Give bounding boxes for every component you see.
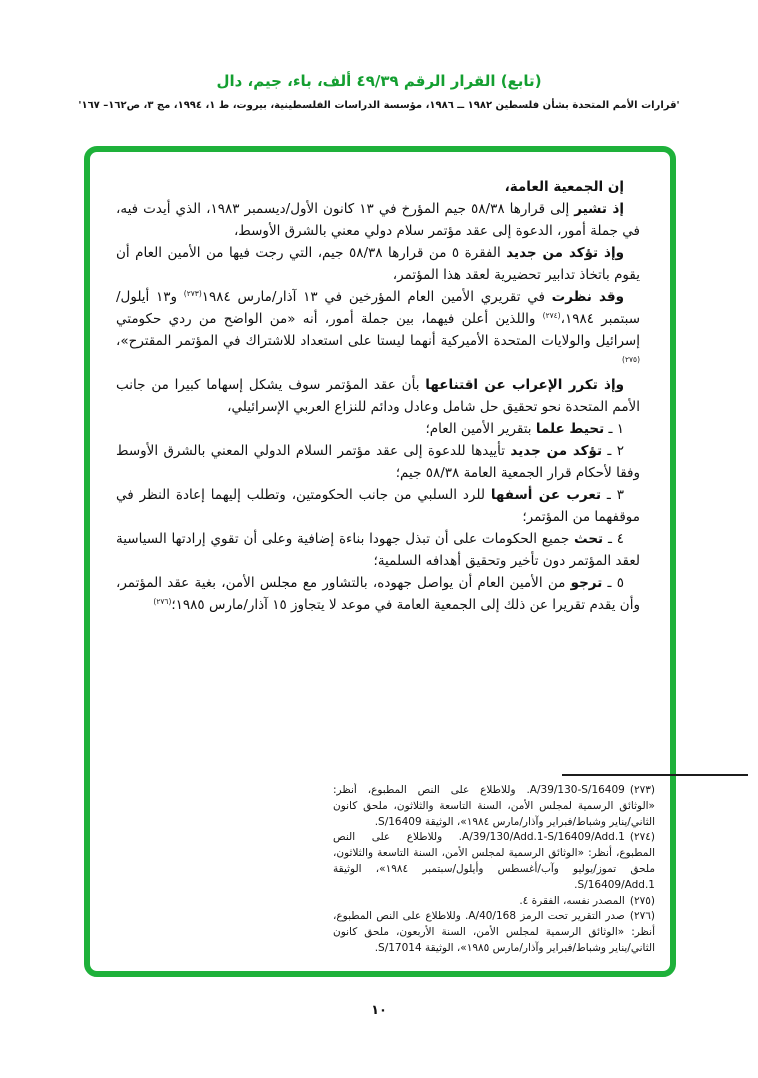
footnote-marker: (٢٧٦) (629, 910, 655, 923)
footnote-item (333, 830, 655, 893)
text-segment: ٢ ـ (602, 443, 624, 459)
resolution-body-text (116, 176, 640, 776)
paragraph (116, 484, 640, 528)
un-document-symbol: A/39/130-S/16409 (529, 784, 625, 796)
un-document-symbol: S/16409/Add.1 (577, 878, 655, 891)
text-segment: صدر التقرير تحت الرمز (516, 910, 625, 923)
text-segment: . وللاطلاع على النص المطبوع، أنظر: «الوثائق الرسمية لمجلس الأمن، السنة التاسعة والثلاثون، ملحق تموز/يوليو وآب/أغسطس وأيلول/سبتمبر ١٩٨٤»، الوثيقة (333, 831, 655, 875)
un-document-symbol: S/16409 (378, 815, 422, 828)
paragraph (116, 572, 640, 616)
footnote-ref: (٢٧٦) (153, 597, 172, 606)
text-segment: الفقرة ٥ من قرارها ٥٨/٣٨ جيم، التي رجت فيها من الأمين العام أن يقوم باتخاذ تدابير تحضيرية لعقد هذا المؤتمر، (116, 245, 640, 283)
un-document-symbol: S/17014 (378, 941, 422, 954)
footnote-item (333, 783, 655, 830)
paragraph (116, 440, 640, 484)
paragraph (116, 374, 640, 418)
page-number: ١٠ (371, 1003, 387, 1018)
source-citation: 'قرارات الأمم المتحدة بشأن فلسطين ١٩٨٢ ــ ١٩٨٦، مؤسسة الدراسات الفلسطينية، بيروت، ط ١، ١٩٩٤، مج ٣، ص١٦٢– ١٦٧' (78, 100, 680, 111)
text-segment: وإذ تؤكد من جديد (506, 245, 624, 261)
footnotes-section (333, 783, 655, 957)
text-segment: و١٣ أيلول/سبتمبر ١٩٨٤، (116, 289, 640, 327)
footnote-marker: (٢٧٤) (629, 831, 655, 844)
resolution-title: (تابع) القرار الرقم ٤٩/٣٩ ألف، باء، جيم، دال (216, 72, 542, 90)
text-segment: في تقريري الأمين العام المؤرخين في ١٣ آذار/مارس ١٩٨٤ (201, 289, 552, 305)
footnote-ref: (٢٧٤) (542, 311, 561, 320)
text-segment: بأن عقد المؤتمر سوف يشكل إسهاما كبيرا من جانب الأمم المتحدة نحو تحقيق حل شامل وعادل ودائم للنزاع العربي الإسرائيلي، (116, 377, 640, 415)
paragraph (116, 176, 640, 198)
text-segment: . (374, 815, 379, 828)
text-segment: تحث (574, 531, 604, 547)
text-segment: . وللاطلاع على النص المطبوع، أنظر: «الوثائق الرسمية لمجلس الأمن، السنة التاسعة والثلاثون، ملحق كانون الثاني/يناير وشباط/فبراير وآذار/مارس ١٩٨٤»، الوثيقة (333, 784, 655, 828)
footnote-item (333, 909, 655, 956)
footnote-item (333, 894, 655, 910)
un-document-symbol: A/40/168 (468, 910, 517, 923)
paragraph (116, 418, 640, 440)
un-document-symbol: A/39/130/Add.1-S/16409/Add.1 (462, 831, 625, 844)
text-segment: ٣ ـ (601, 487, 625, 503)
text-segment: . (374, 941, 379, 954)
paragraph (116, 528, 640, 572)
text-segment: إلى قرارها ٥٨/٣٨ جيم المؤرخ في ١٣ كانون الأول/ديسمبر ١٩٨٣، الذي أيدت فيه، في جملة أمور، الدعوة إلى عقد مؤتمر سلام دولي معني بالشرق الأوسط، (116, 201, 640, 239)
text-segment: بتقرير الأمين العام؛ (425, 421, 536, 437)
footnote-divider (562, 774, 748, 776)
footnote-ref: (٢٧٣) (183, 289, 202, 298)
text-segment: تعرب عن أسفها (490, 487, 602, 503)
text-segment: ٥ ـ (602, 575, 624, 591)
text-segment: من الأمين العام أن يواصل جهوده، بالتشاور مع مجلس الأمن، بغية عقد المؤتمر، وأن يقدم تقريرا عن ذلك إلى الجمعية العامة في موعد لا يتجاوز ١٥ آذار/مارس ١٩٨٥؛ (116, 575, 640, 613)
text-segment: إذ تشير (574, 201, 624, 217)
text-segment: إن الجمعية العامة، (504, 179, 624, 195)
footnote-marker: (٢٧٣) (629, 784, 655, 796)
text-segment: ٤ ـ (603, 531, 624, 547)
text-segment: ترجو (570, 575, 603, 591)
footnote-ref: (٢٧٥) (622, 355, 640, 364)
text-segment: للرد السلبي من جانب الحكومتين، وتطلب إليهما إعادة النظر في موقفهما من المؤتمر؛ (116, 487, 640, 525)
text-segment: تؤكد من جديد (510, 443, 603, 459)
paragraph (116, 242, 640, 286)
text-segment: المصدر نفسه، الفقرة ٤. (519, 894, 625, 907)
text-segment: تأييدها للدعوة إلى عقد مؤتمر السلام الدولي المعني بالشرق الأوسط وفقا لأحكام قرار الجمعية العامة ٥٨/٣٨ جيم؛ (116, 443, 640, 481)
paragraph (116, 286, 640, 374)
text-segment: جميع الحكومات على أن تبذل جهودا بناءة إضافية وعلى أن تقوي إرادتها السياسية لعقد المؤتمر دون تأخير وتحقيق أهدافه السلمية؛ (116, 531, 640, 569)
text-segment: وقد نظرت (551, 289, 625, 305)
footnote-marker: (٢٧٥) (629, 894, 655, 907)
page-header (0, 72, 758, 111)
text-segment: . (574, 878, 578, 891)
text-segment: . وللاطلاع على النص المطبوع، أنظر: «الوثائق الرسمية لمجلس الأمن، السنة الأربعون، ملحق كانون الثاني/يناير وشباط/فبراير وآذار/مارس ١٩٨٥»، الوثيقة (333, 910, 655, 954)
text-segment: واللذين أعلن فيهما، بين جملة أمور، أنه «من الواضح من ردي حكومتي إسرائيل والولايات المتحدة الأميركية أنهما ليستا على استعداد للاشتراك في المؤتمر المقترح»، (116, 311, 640, 349)
paragraph (116, 198, 640, 242)
text-segment: تحيط علما (535, 421, 605, 437)
text-segment: وإذ تكرر الإعراب عن اقتناعها (425, 377, 624, 393)
text-segment: ١ ـ (604, 421, 624, 437)
